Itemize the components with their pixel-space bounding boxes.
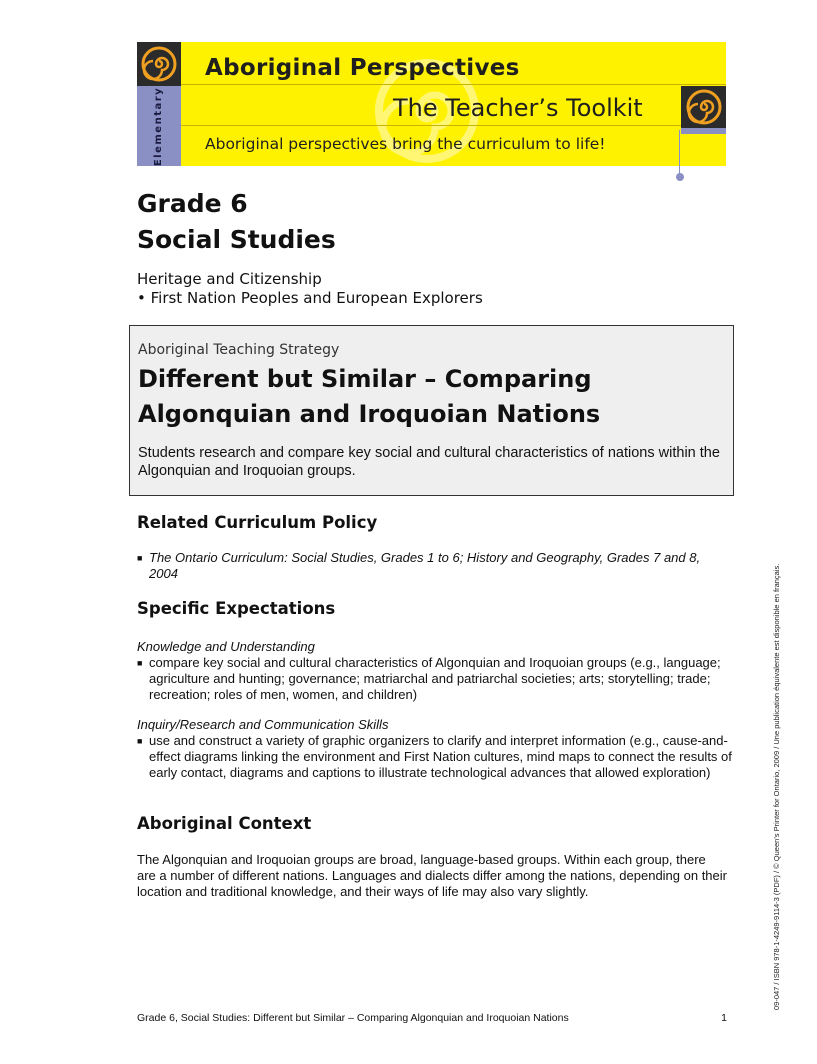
divider: [181, 125, 681, 126]
bullet-icon: ■: [137, 553, 143, 563]
list-item: [137, 655, 732, 703]
context-paragraph: The Algonquian and Iroquoian groups are broad, language-based groups. Within each group, there are a number of different nations. Languages and dialects differ among the nations, depending on their location and traditional knowledge, and their ways of life may also vary slightly.: [137, 852, 727, 899]
strategy-title: [138, 362, 600, 432]
list-item: [137, 550, 732, 582]
strategy-description: Students research and compare key social and cultural characteristics of nations within the Algonquian and Iroquoian groups.: [138, 445, 720, 479]
strategy-title-line: Different but Similar – Comparing: [138, 365, 592, 393]
logo-block: [137, 42, 181, 86]
page-footer: [137, 1012, 727, 1024]
banner-tagline: Aboriginal perspectives bring the curriculum to life!: [205, 135, 606, 153]
policy-list: [137, 550, 732, 582]
spiral-icon: [140, 45, 178, 83]
grade-label: Grade 6: [137, 189, 248, 218]
accent-bar: [681, 128, 726, 134]
expectation-category: Inquiry/Research and Communication Skills: [137, 717, 389, 732]
page-number: 1: [721, 1012, 727, 1024]
banner-title: Aboriginal Perspectives: [205, 55, 520, 81]
list-item: [137, 733, 732, 781]
spiral-icon: [685, 88, 723, 126]
section-heading: Specific Expectations: [137, 599, 336, 618]
bullet-icon: ■: [137, 658, 143, 668]
strategy-box: [129, 325, 734, 496]
expectation-group: [137, 717, 732, 781]
banner-subtitle: The Teacher’s Toolkit: [393, 94, 643, 122]
section-heading: Related Curriculum Policy: [137, 513, 378, 532]
expectation-text: compare key social and cultural characteristics of Algonquian and Iroquoian groups (e.g., language; agriculture and hunting; governance; matriarchal and patriarchal societies; arts; storytelling; trade; recreation; roles of men, women, and children): [149, 655, 721, 702]
publication-note: 09-047 / ISBN 978-1-4249-9114-3 (PDF) / © Queen’s Printer for Ontario, 2009 / Une publication équivalente est disponible en français.: [772, 563, 781, 1010]
drop-line: [679, 130, 680, 176]
drop-dot: [676, 173, 684, 181]
strand-info: [137, 270, 483, 308]
expectation-category: Knowledge and Understanding: [137, 639, 315, 654]
divider: [181, 84, 726, 85]
strand-name: Heritage and Citizenship: [137, 270, 322, 288]
level-label: Elementary: [153, 86, 165, 166]
strategy-label: Aboriginal Teaching Strategy: [138, 342, 340, 358]
logo-block-right: [681, 86, 726, 128]
page-title: [137, 186, 336, 258]
expectation-group: [137, 639, 732, 703]
topic-name: • First Nation Peoples and European Explorers: [137, 289, 483, 307]
expectation-text: use and construct a variety of graphic organizers to clarify and interpret information (e.g., cause-and-effect diagrams linking the environment and First Nation cultures, mind maps to connect the results of early contact, diagrams and captions to illustrate technological advances that allowed exploration): [149, 733, 732, 780]
subject-label: Social Studies: [137, 225, 336, 254]
header-banner: [137, 42, 726, 166]
section-heading: Aboriginal Context: [137, 814, 312, 833]
bullet-icon: ■: [137, 736, 143, 746]
footer-text: Grade 6, Social Studies: Different but Similar – Comparing Algonquian and Iroquoian Nations: [137, 1012, 569, 1024]
strategy-title-line: Algonquian and Iroquoian Nations: [138, 400, 601, 428]
policy-text: The Ontario Curriculum: Social Studies, Grades 1 to 6; History and Geography, Grades 7 and 8, 2004: [149, 550, 701, 581]
